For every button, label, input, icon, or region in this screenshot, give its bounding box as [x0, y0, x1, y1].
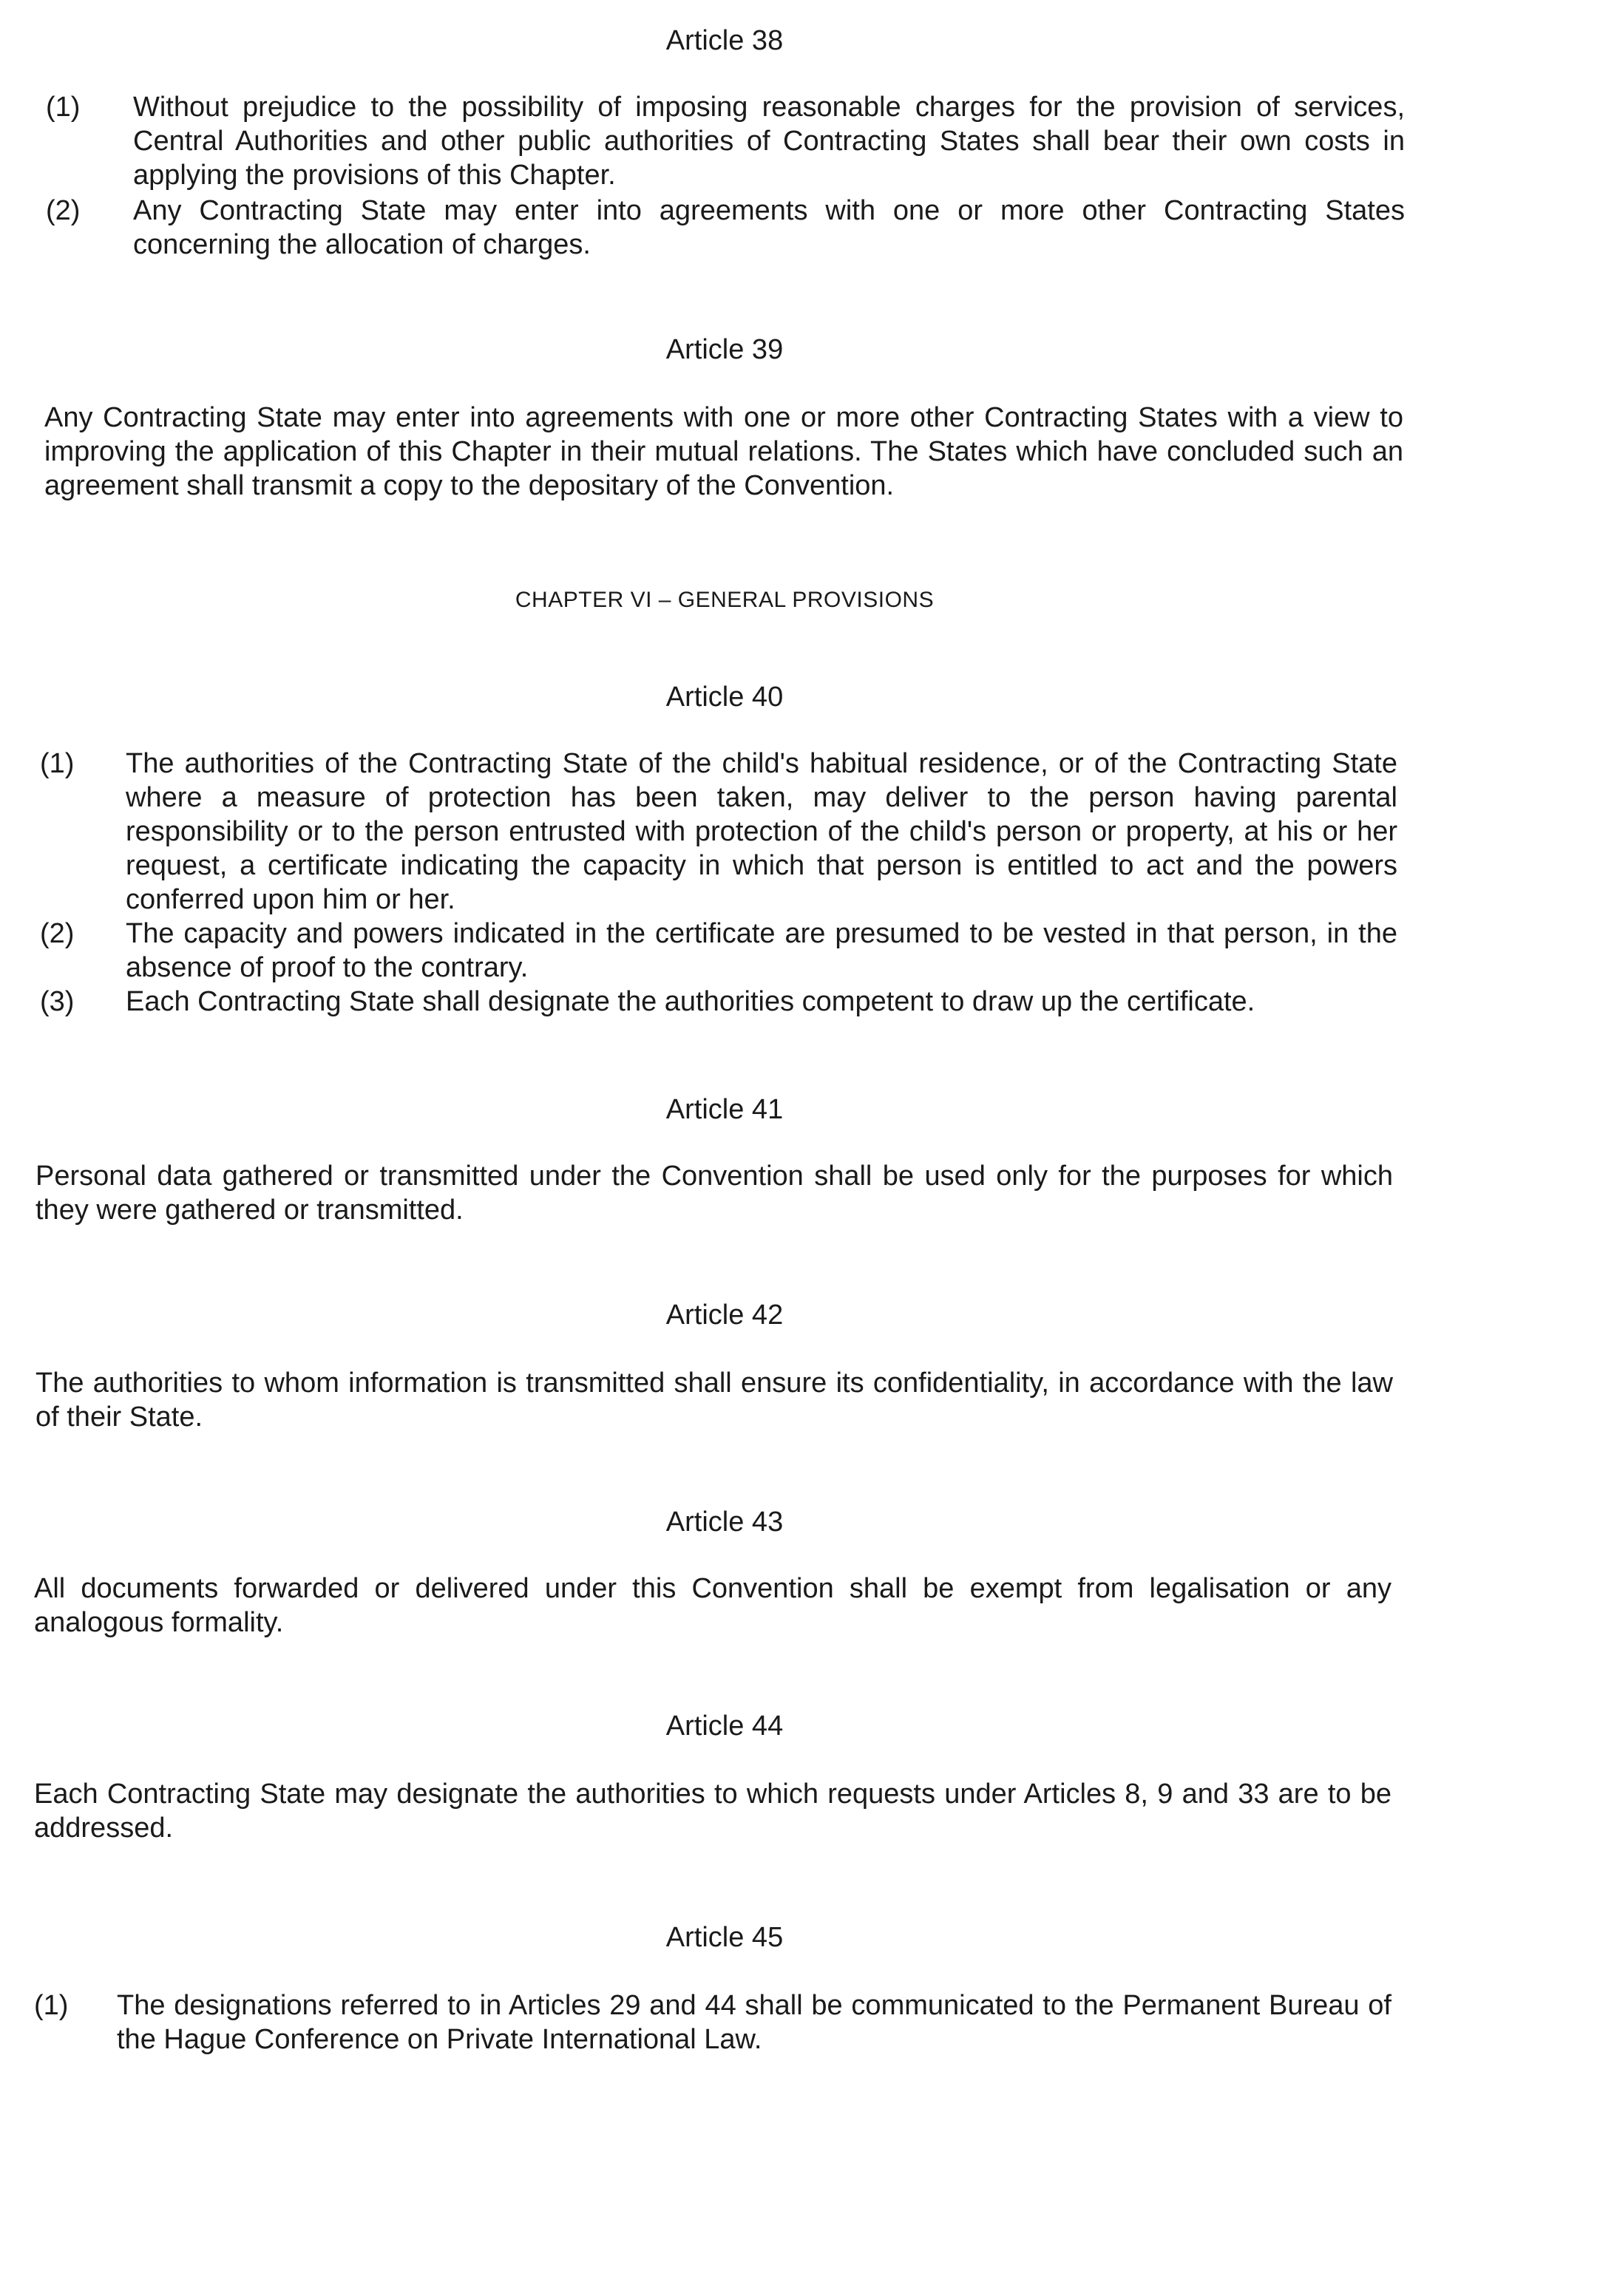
article-40-item-2-number: (2)	[40, 918, 75, 949]
article-38-item-1-text: Without prejudice to the possibility of imposing reasonable charges for the provision of services, Central Authorities and other public authorities of Contracting States shall bear their own costs in applying the provisions of this Chapter.	[133, 92, 1405, 191]
article-43-text: All documents forwarded or delivered under this Convention shall be exempt from legalisation or any analogous formality.	[34, 1573, 1391, 1638]
article-40-item-2-text: The capacity and powers indicated in the certificate are presumed to be vested in that person, in the absence of proof to the contrary.	[126, 918, 1397, 983]
article-44-text: Each Contracting State may designate the authorities to which requests under Articles 8, 9 and 33 are to be addressed.	[34, 1779, 1391, 1844]
article-38-item-1	[46, 90, 1405, 194]
article-40-item-3-number: (3)	[40, 986, 75, 1017]
article-38-item-1-number: (1)	[46, 92, 81, 123]
article-39-text: Any Contracting State may enter into agreements with one or more other Contracting States with a view to improving the application of this Chapter in their mutual relations. The States which have concluded such an agreement shall transmit a copy to the depositary of the Convention.	[44, 402, 1403, 501]
article-40-item-3	[40, 985, 1397, 1019]
article-40-item-1	[40, 747, 1397, 917]
article-45-heading: Article 45	[665, 1922, 784, 1953]
chapter-title: CHAPTER VI – GENERAL PROVISIONS	[515, 588, 935, 612]
article-38-item-2-number: (2)	[46, 195, 81, 226]
article-42-heading: Article 42	[665, 1300, 784, 1331]
article-38-item-2	[46, 194, 1405, 262]
article-40-item-2	[40, 917, 1397, 985]
article-41-text: Personal data gathered or transmitted under the Convention shall be used only for the purposes for which they were gathered or transmitted.	[35, 1161, 1393, 1226]
article-43-heading: Article 43	[665, 1507, 784, 1538]
article-40-heading: Article 40	[665, 682, 784, 713]
article-45-item-1-text: The designations referred to in Articles 29 and 44 shall be communicated to the Permanent Bureau of the Hague Conference on Private International Law.	[117, 1990, 1391, 2055]
article-45-item-1	[34, 1988, 1391, 2056]
article-38-item-2-text: Any Contracting State may enter into agreements with one or more other Contracting States concerning the allocation of charges.	[133, 195, 1405, 260]
article-38-heading: Article 38	[665, 25, 784, 56]
article-45-item-1-number: (1)	[34, 1990, 69, 2021]
article-44-heading: Article 44	[665, 1711, 784, 1742]
article-41-heading: Article 41	[665, 1094, 784, 1125]
article-42-text: The authorities to whom information is transmitted shall ensure its confidentiality, in accordance with the law of their State.	[35, 1368, 1393, 1433]
article-40-item-1-number: (1)	[40, 748, 75, 779]
article-40-item-3-text: Each Contracting State shall designate the authorities competent to draw up the certificate.	[126, 986, 1255, 1017]
article-40-item-1-text: The authorities of the Contracting State of the child's habitual residence, or of the Contracting State where a measure of protection has been taken, may deliver to the person having parental responsibility or to the person entrusted with protection of the child's person or property, at his or her request, a certificate indicating the capacity in which that person is entitled to act and the powers conferred upon him or her.	[126, 748, 1397, 915]
article-39-heading: Article 39	[665, 334, 784, 365]
